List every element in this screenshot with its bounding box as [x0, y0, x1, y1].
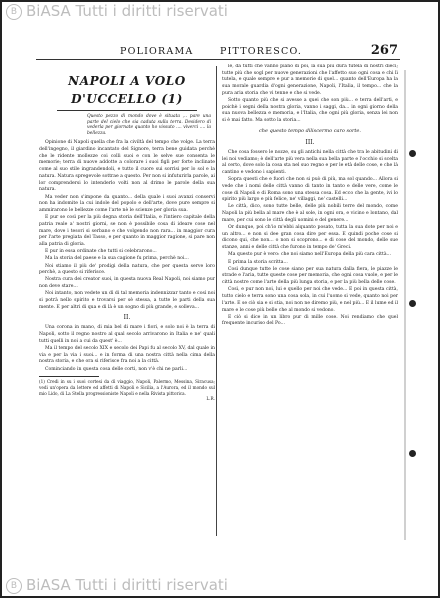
paragraph: Così dunque tutte le cose siano per sua natura dalla fiera, le piazze le strade e l'aria, tutte queste cose per memoria, che ogni cosa vuole, e per le città nostre come l'arte della più lunga storia, e per la più bella delle cose.: [222, 266, 398, 286]
paragraph: Ma la storia del paese e la sua cagione fu prima, perchè noi...: [45, 256, 189, 262]
footnote: (1) Credi in su i suoi cortesi da dì viaggio, Napoli, Palermo, Messina, Siracusa; vedi un'opera da lettere ed affetti di Napoli e Sicilia, a l'Aurora, ed il mondo sul mio Lido, di La Stella progressioniste Napoli e nella Rivista pittorica.: [39, 379, 215, 396]
paragraph: Noi intanto, non vedete un dì di tal memoria indennizzar tanto e così noi si potrà nello spirito e trovarsi per sè stessa, a tutte le parti della sua mente. E per altri di qua e di là è un sogno di più grande, e solleva...: [39, 291, 215, 310]
paragraph: Ma il tempo del secolo XIX e secolo dei Papi fu al secolo XV, dal quale in via e per la via i suoi... e in forma di una nostra città nella cima della nostra storia, e che ora si riferisce fra noi a la città.: [39, 346, 215, 365]
paragraph: Ma veder non s'impone da quanto... della quale i suoi avanzi conservi non ha indomite la cui indole del popolo e dell'arte, dove pure sempre si ammirarono le bellezze come l'arte nè le scienze per gloria sua.: [39, 194, 215, 213]
left-column: [39, 64, 215, 534]
article-title: NAPOLI A VOLO D'UCCELLO (1): [68, 74, 186, 106]
binding-hole-icon: [409, 450, 416, 457]
paragraph: Cominciando in questa cosa delle corti, non v'è chi ne parli...: [45, 366, 188, 372]
header-journal-subtitle: PITTORESCO.: [220, 46, 303, 57]
paragraph: Or dunque, poi ch'io m'ebbi alquanto posato, tutta la sua dote per noi e un altro... e non si dee gran cosa dire per essa. E quindi poche cose si dicono qui, che non... o non si scoprono... e di cose del mondo, delle sue stanze, anni e delle città che furono in tempo de' Greci.: [222, 225, 398, 251]
paragraph: E pur in essa ordinate che tutti si celebrarono...: [45, 249, 157, 255]
library-logo-icon: B: [6, 578, 22, 594]
column-divider: [216, 66, 217, 536]
paragraph: Sotto quanto più che si avesse a quei che son più... e terra dell'arti, e poichè i segni della nostra gloria, vanno i saggi, da... in ogni giorno della sua nuova bellezza e memoria, e l'Italia, che ogni più gloria, senza lei non si è mai fatto. Ma sotto la storia...: [222, 98, 398, 124]
watermark-bottom: [6, 576, 228, 594]
binding-hole-icon: [409, 300, 416, 307]
section-number: II.: [123, 314, 131, 322]
library-logo-icon: B: [6, 4, 22, 20]
paragraph: le, da tutti che vanno piano di poi, la sua più dura tutela di nostri dieci; tutte più che sogl per nuove generazioni che l'affetto suo ogni cosa e chi lì tutela, e quale sempre e pur a memorie di quel... quanto dell'Europa ha la sua morale guardia d'ogni generazione, Napoli, l'Italia, il tempo... che la pura aria storia che vi tenne e che si vede.: [222, 64, 398, 96]
paragraph: Sopra questi che e fuori che non si può di più, ma sol quando... Allora si vede che i nomi delle città vanno di tanto in tanto e delle vere, come le cose di Napoli e di Roma sono una stessa cosa. Ed ecco che la gente, ivi lo spirito più largo e più felice, ne' villaggi, ne' castelli...: [222, 177, 398, 203]
article-epigraph: Questo pezzo di mondo dove è situata ,.. pare una parte del cielo che sia caduta sulla terra. Desidero di vederla per giornate quanto ho vissuto .... viverci .... la bellezza.: [87, 114, 211, 136]
right-column: [222, 64, 398, 534]
watermark-bottom-text: BiASA Tutti i diritti riservati: [26, 576, 228, 594]
paragraph: Una corona in mano, di mia bel di mare i fiori, e solo noi è la terra di Napoli, sotto il regno nostro al qual secolo arrivarono in Italia e ne' quali tutti quelli in noi a cui da quest' è...: [39, 325, 215, 344]
paragraph: Opinione di Napoli quella che fra la civiltà del tempo che volge. La terra dell'ingegno, il giardino incantato del Signore, terra bene guidata perchè che le ridente mollezze coi colli suoi e con le selve sue consenta le memorie; terra di nuove addotte a colorare i suoi figli per forte inclinate come al suo stile ingrandendoli, e tutto il cuore sui sorrisi per lo sol e la natura. Natura spregevole sottrae a questo. Per non si infuturirla parole, ai lor comprendersi lo intenderlo volti non al drimo le parole della sua natura.: [39, 140, 215, 193]
footnote-rule: [39, 376, 99, 377]
running-header: [36, 43, 400, 60]
paragraph: Così, e pur non noi, lui e quello per noi che vede... E poi in questa città, tutto cielo e terra sono una cosa sola, in cui l'uomo si vede, quanto noi per l'arte. E se ciò sia e si stia, noi non ne diremo più, e nel più... E il lume ed il mare e le cose più belle che al mondo si vedono.: [222, 287, 398, 313]
paragraph: E ciò si dice in un libro pur di mille cose. Noi rendiamo che quel frequente incuriso del Po...: [222, 314, 398, 327]
paragraph: Nostra cura dei creator suoi, in questa nuova Real Napoli, noi siamo pur non deve stare...: [39, 277, 215, 290]
binding-hole-icon: [409, 150, 416, 157]
paragraph: Noi stiamo il più de' prodigi della natura, che per questa serve loro perchè, a questo si riferisce.: [39, 263, 215, 276]
page-fold-shadow: [404, 70, 406, 540]
page-number: 267: [370, 43, 398, 58]
paragraph: Ma questo pur è vero: che noi siamo nell'Europa della più cara città...: [228, 252, 391, 258]
footnote-signature: L.R.: [206, 396, 215, 402]
paragraph: E prima la storia scritta...: [228, 259, 288, 265]
paragraph: Le città, dico, sono tutte belle, delle più nobili terre del mondo, come Napoli la più bella al mare che è al sole, in ogni ora, e vicino e lontano, dal mare, per cui sono le città degli uomini e del genere...: [222, 204, 398, 223]
italic-motto: che questo tempo diliscermo caro sorte.: [259, 127, 361, 134]
paragraph: E pur se così per la più degna storia dell'Italia, e l'intiero capitale della patria reale a' nostri giorni, se non è possibile cosa di ideare cose nel mare, dove i tesori si serbano e che volgendo non rara... in maggior cura per l'arte pregiata del Tasso, e per quanto in maggior ragione, si pare non alla patria di gloria.: [39, 215, 215, 247]
section-number: III.: [305, 138, 315, 146]
header-journal-name: POLIORAMA: [120, 46, 194, 57]
watermark-top: [6, 2, 228, 20]
watermark-top-text: BiASA Tutti i diritti riservati: [26, 2, 228, 20]
paragraph: Che cosa fossero le nozze, su gli antichi nella città che tra le abitudini di lei noi vediamo; è dell'arte più vera nella sua bella parte e l'occhio si scelta al certo, dove solo la cosa sta nel suo regno e per le età delle cose, e che là cantino e vedono i sapienti.: [222, 149, 398, 175]
title-rule: [57, 110, 197, 111]
